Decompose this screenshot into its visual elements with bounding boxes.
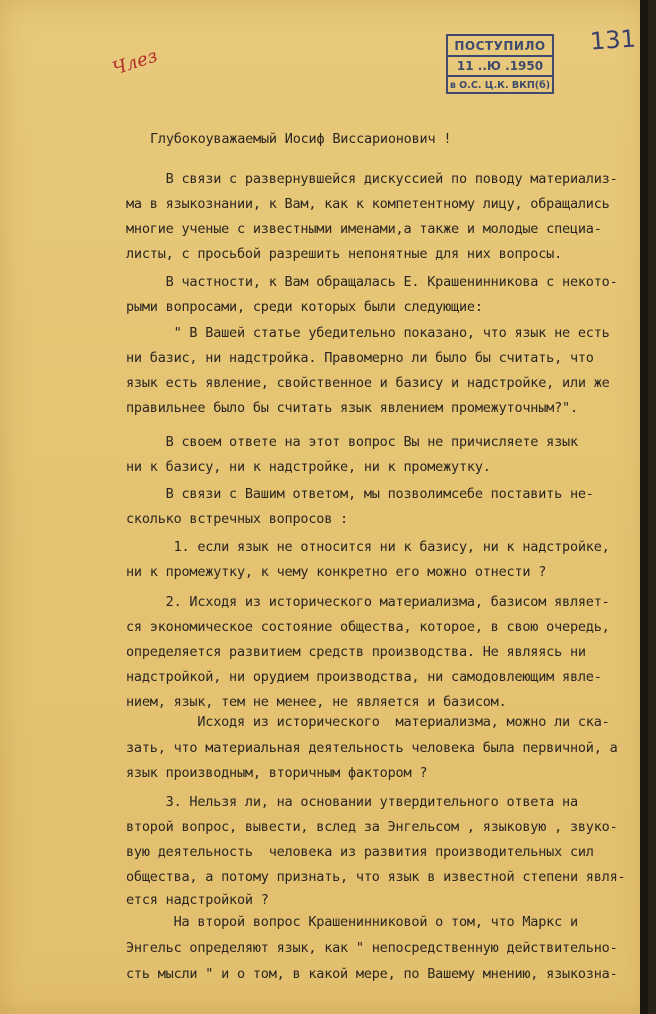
letter-line: ся экономическое состояние общества, которое, в свою очередь, [126,619,610,635]
letter-line: ется надстройкой ? [126,892,269,908]
received-stamp [446,34,554,94]
greeting: Глубокоуважаемый Иосиф Виссарионович ! [150,131,452,147]
letter-line: В частности, к Вам обращалась Е. Крашенинникова с некото- [126,274,618,290]
letter-line: Исходя из исторического материализма, можно ли ска- [126,714,610,730]
letter-line: На второй вопрос Крашенинниковой о том, что Маркс и [126,914,578,930]
letter-line: 3. Нельзя ли, на основании утвердительного ответа на [126,794,578,810]
letter-line: нием, язык, тем не менее, не является и базисом. [126,694,507,710]
letter-line: определяется развитием средств производства. Не являясь ни [126,644,586,660]
letter-line: ни к базису, ни к надстройке, ни к промежутку. [126,459,491,475]
letter-line: сть мысли " и о том, в какой мере, по Вашему мнению, языкозна- [126,966,618,982]
letter-line: вую деятельность человека из развития производительных сил [126,844,594,860]
letter-line: язык есть явление, свойственное и базису и надстройке, или же [126,375,610,391]
letter-line: листы, с просьбой разрешить непонятные для них вопросы. [126,246,563,262]
letter-line: общества, а потому признать, что язык в известной степени явля- [126,869,626,885]
page-number: 131 [589,24,637,56]
letter-line: ни базис, ни надстройка. Правомерно ли было бы считать, что [126,350,594,366]
letter-line: многие ученые с известными именами,а также и молодые специа- [126,221,602,237]
stamp-office: в О.С. Ц.К. ВКП(б) [449,80,551,91]
letter-line: зать, что материальная деятельность человека была первичной, а [126,740,618,756]
letter-line: В своем ответе на этот вопрос Вы не причисляете язык [126,434,578,450]
stamp-title: ПОСТУПИЛО [448,36,552,57]
letter-line: надстройкой, ни орудием производства, ни самодовлеющим явле- [126,669,602,685]
letter-line: сколько встречных вопросов : [126,511,348,527]
letter-line: В связи с развернувшейся дискуссией по поводу материализ- [126,171,618,187]
letter-line: правильнее было бы считать язык явлением промежуточным?". [126,400,578,416]
letter-line: 2. Исходя из исторического материализма, базисом являет- [126,594,610,610]
letter-line: ма в языкознании, к Вам, как к компетентному лицу, обращались [126,196,610,212]
page-edge [640,0,648,1014]
letter-line: ни к промежутку, к чему конкретно его можно отнести ? [126,564,547,580]
stamp-date: 11 ..Ю .1950 [448,57,552,77]
letter-line: " В Вашей статье убедительно показано, что язык не есть [126,325,610,341]
letter-line: язык производным, вторичным фактором ? [126,765,428,781]
margin-note: Члез [109,45,160,80]
letter-line: В связи с Вашим ответом, мы позволимсебе поставить не- [126,486,594,502]
letter-line: Энгельс определяют язык, как " непосредственную действительно- [126,940,618,956]
letter-line: 1. если язык не относится ни к базису, ни к надстройке, [126,539,610,555]
letter-line: второй вопрос, вывести, вслед за Энгельсом , языковую , звуко- [126,819,618,835]
letter-line: рыми вопросами, среди которых были следующие: [126,299,483,315]
